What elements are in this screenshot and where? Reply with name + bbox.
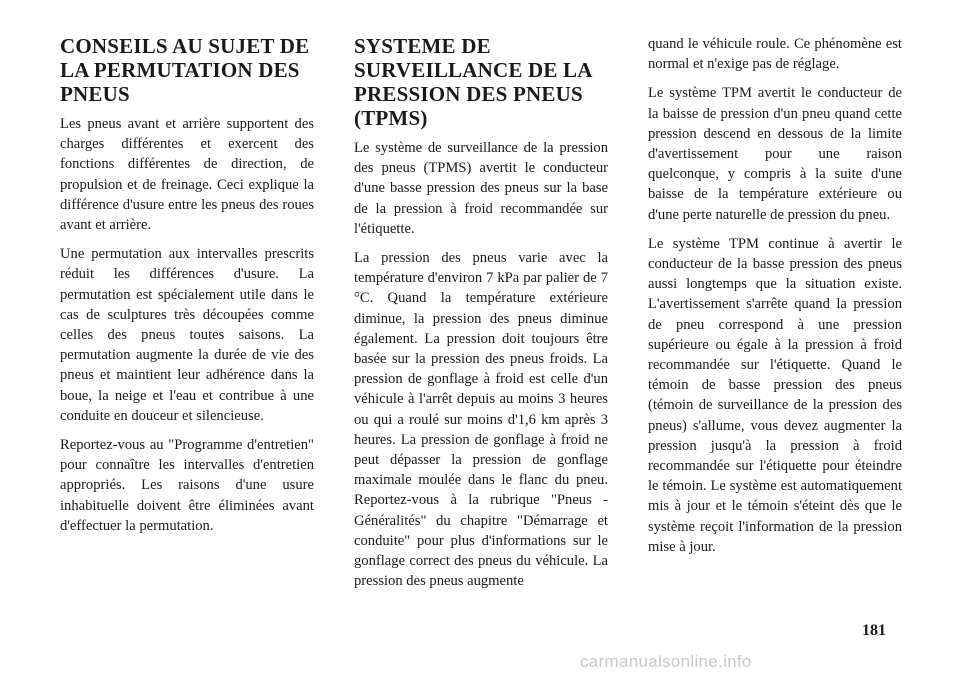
section-title-tpms: SYSTEME DE SURVEILLANCE DE LA PRESSION DES PNEUS (TPMS) <box>354 34 592 130</box>
paragraph: Le système TPM avertit le conducteur de la baisse de pression d'un pneu quand cette pression descend en dessous de la limite d'avertissement pour une raison quelconque, y compris à la suite d'une baisse de la température extérieure ou d'une perte naturelle de pression du pneu. <box>648 85 902 223</box>
watermark-text: carmanualsonline.info <box>580 652 752 671</box>
paragraph: quand le véhicule roule. Ce phénomène est normal et n'exige pas de réglage. <box>648 36 902 73</box>
paragraph: Les pneus avant et arrière supportent des charges différentes et exercent des fonctions différentes de direction, de propulsion et de freinage. Ceci explique la différence d'usure entre les pneus des roues avant et arrière. <box>60 116 314 234</box>
paragraph: Une permutation aux intervalles prescrits réduit les différences d'usure. La permutation est spécialement utile dans le cas de sculptures très découpées comme celles des pneus toutes saisons. La permutation augmente la durée de vie des pneus et maintient leur adhérence dans la boue, la neige et l'eau et contribue à une conduite en douceur et silencieuse. <box>60 246 314 424</box>
paragraph: La pression des pneus varie avec la température d'environ 7 kPa par palier de 7 °C. Quand la température extérieure diminue, la pression des pneus diminue également. La pression doit toujours être basée sur la pression des pneus froids. La pression de gonflage à froid est celle d'un véhicule à l'arrêt depuis au moins 3 heures ou qui a roulé sur moins d'1,6 km après 3 heures. La pression de gonflage à froid ne peut dépasser la pression de gonflage maximale moulée dans le flanc du pneu. Reportez-vous à la rubrique "Pneus - Généralités" du chapitre "Démarrage et conduite" pour plus d'informations sur le gonflage correct des pneus du véhicule. La pression des pneus augmente <box>354 250 608 590</box>
paragraph: Reportez-vous au "Programme d'entretien" pour connaître les intervalles d'entretien appropriés. Les raisons d'une usure inhabituelle doivent être éliminées avant d'effectuer la permutation. <box>60 437 314 534</box>
paragraph: Le système de surveillance de la pression des pneus (TPMS) avertit le conducteur d'une basse pression des pneus sur la base de la pression à froid recommandée sur l'étiquette. <box>354 140 608 237</box>
column-3 <box>648 34 902 566</box>
column-2 <box>354 34 608 600</box>
section-title-tire-rotation: CONSEILS AU SUJET DE LA PERMUTATION DES PNEUS <box>60 34 310 106</box>
page-number: 181 <box>862 622 886 639</box>
column-1 <box>60 34 314 545</box>
paragraph: Le système TPM continue à avertir le conducteur de la basse pression des pneus aussi longtemps que la situation existe. L'avertissement s'arrête quand la pression de pneu correspond à une pression supérieure ou égale à la pression à froid recommandée sur l'étiquette. Quand le témoin de basse pression des pneus (témoin de surveillance de la pression des pneus) s'allume, vous devez augmenter la pression jusqu'à la pression à froid recommandée sur l'étiquette pour éteindre le témoin. Le système est automatiquement mis à jour et le témoin s'éteint dès que le système reçoit l'information de la pression mise à jour. <box>648 235 902 555</box>
